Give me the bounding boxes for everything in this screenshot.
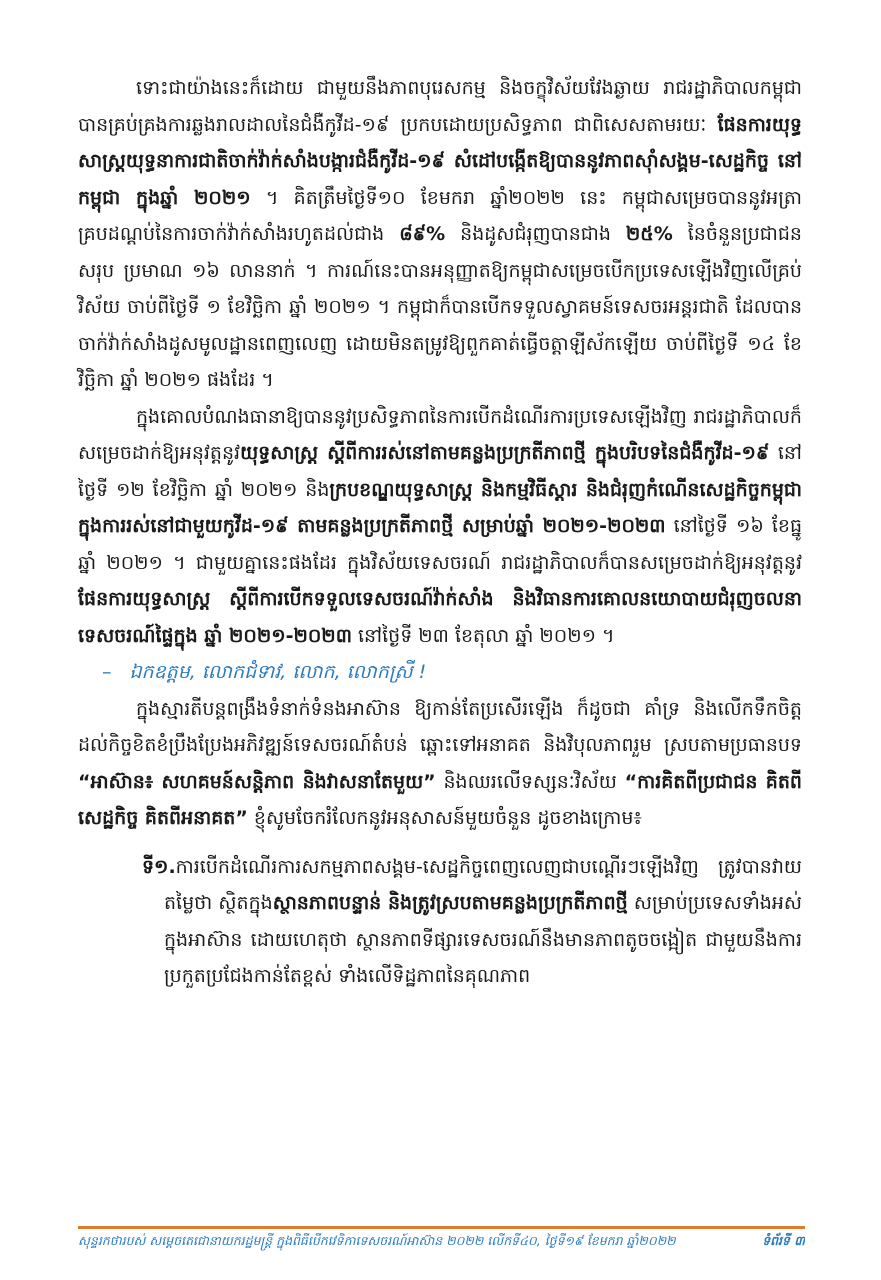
paragraph-2 — [78, 399, 802, 655]
paragraph-3-text-2: និងឈរលើទស្សនៈវិស័យ — [435, 770, 625, 793]
paragraph-1-text-3: និងដូសជំរុញបានជាង — [445, 223, 626, 245]
paragraph-2-text-4: នៅថ្ងៃទី ២៣ ខែតុលា ឆ្នាំ ២០២១ ។ — [351, 624, 615, 647]
point-1-text-2: សម្រាប់ប្រទេសទាំងអស់ ក្នុងអាស៊ាន ដោយហេតុថា ស្ថានភាពទីផ្សារទេសចរណ៍នឹងមានភាពតូចចង្អៀត ជាមួយនឹងការប្រកួតប្រជែងកាន់តែខ្ពស់ ទាំងលើទិដ្ឋភាពនៃគុណភាព — [164, 892, 802, 987]
footer-divider — [78, 1226, 805, 1229]
paragraph-1-text-1: ទោះជាយ៉ាងនេះក៏ដោយ ជាមួយនឹងភាពបុរេសកម្ម និងចក្ខុវិស័យវែងឆ្ងាយ រាជរដ្ឋាភិបាលកម្ពុជាបានគ្រប់គ្រងការឆ្លងរាលដាលនៃជំងឺកូវីដ-១៩ ប្រកបដោយប្រសិទ្ធភាព ជាពិសេសតាមរយៈ — [78, 77, 802, 136]
paragraph-3-bold-1: “អាស៊ាន៖ សហគមន៍សន្តិភាព និងវាសនាតែមួយ” — [78, 770, 436, 793]
greeting-text: ឯកឧត្តម, លោកជំទាវ, លោក, លោកស្រី ! — [129, 661, 427, 683]
paragraph-1-bold-3: ២៥% — [625, 223, 673, 245]
paragraph-3-bold-2: “ការគិតពីប្រជាជន គិតពីសេដ្ឋកិច្ច គិតពីអនាគត” — [78, 770, 802, 829]
paragraph-1 — [78, 70, 802, 399]
paragraph-1-bold-1: ផែនការយុទ្ធសាស្ត្រយុទ្ធនាការជាតិចាក់វ៉ាក់សាំងបង្ការជំងឺកូវីដ-១៩ សំដៅបង្កើតឱ្យបាននូវភាពស៊ាំសង្គម-សេដ្ឋកិច្ច នៅកម្ពុជា ក្នុងឆ្នាំ ២០២១ — [78, 113, 802, 209]
point-1-text-1: ការបើកដំណើរការសកម្មភាពសង្គម-សេដ្ឋកិច្ចពេញលេញជាបណ្តើរៗឡើងវិញ ត្រូវបានវាយតម្លៃថា ស្ថិតក្នុង — [164, 855, 802, 914]
paragraph-1-bold-2: ៨៩% — [399, 223, 446, 245]
paragraph-2-text-3: នៅថ្ងៃទី ១៦ ខែធ្នូ ឆ្នាំ ២០២១ ។ ជាមួយគ្នានេះផងដែរ ក្នុងវិស័យទេសចរណ៍ រាជរដ្ឋាភិបាលក៏បានសម្រេចដាក់ឱ្យអនុវត្តនូវ — [78, 515, 802, 574]
recommendation-point-1 — [78, 849, 802, 995]
point-1-label: ទី១. — [142, 855, 176, 878]
paragraph-2-bold-2: ក្របខណ្ឌយុទ្ធសាស្ត្រ និងកម្មវិធីស្តារ និងជំរុញកំណើនសេដ្ឋកិច្ចកម្ពុជា ក្នុងការរស់នៅជាមួយកូវីដ-១៩ តាមគន្លងប្រក្រតីភាពថ្មី សម្រាប់ឆ្នាំ ២០២១-២០២៣ — [78, 478, 803, 537]
paragraph-1-text-4: នៃចំនួនប្រជាជនសរុប ប្រមាណ ១៦ លាននាក់ ។ ការណ៍នេះបានអនុញ្ញាតឱ្យកម្ពុជាសម្រេចបើកប្រទេសឡើងវិញលើគ្រប់វិស័យ ចាប់ពីថ្ងៃទី ១ ខែវិច្ឆិកា ឆ្នាំ ២០២១ ។ កម្ពុជាក៏បានបើកទទួលស្វាគមន៍ទេសចរអន្តរជាតិ ដែលបានចាក់វ៉ាក់សាំងដូសមូលដ្ឋានពេញលេញ ដោយមិនតម្រូវឱ្យពួកគាត់ធ្វើចត្តាឡីស័កឡើយ ចាប់ពីថ្ងៃទី ១៤ ខែ វិច្ឆិកា ឆ្នាំ ២០២១ ផងដែរ ។ — [78, 223, 802, 391]
paragraph-2-bold-1: យុទ្ធសាស្ត្រ ស្តីពីការរស់នៅតាមគន្លងប្រក្រតីភាពថ្មី ក្នុងបរិបទនៃជំងឺកូវីដ-១៩ — [240, 442, 770, 464]
paragraph-3-text-1: ក្នុងស្មារតីបន្តពង្រឹងទំនាក់ទំនងអាស៊ាន ឱ្យកាន់តែប្រសើរឡើង ក៏ដូចជា គាំទ្រ និងលើកទឹកចិត្តដល់កិច្ចខិតខំប្រឹងប្រែងអភិវឌ្ឍន៍ទេសចរណ៍តំបន់ ឆ្ពោះទៅអនាគត និងវិបុលភាពរួម ស្របតាមប្រធានបទ — [78, 697, 802, 756]
paragraph-2-text-1: ក្នុងគោលបំណងធានាឱ្យបាននូវប្រសិទ្ធភាពនៃការបើកដំណើរការប្រទេសឡើងវិញ រាជរដ្ឋាភិបាលក៏សម្រេចដាក់ឱ្យអនុវត្តនូវ — [78, 405, 802, 464]
paragraph-2-bold-3: ផែនការយុទ្ធសាស្ត្រ ស្តីពីការបើកទទួលទេសចរណ៍វ៉ាក់សាំង និងវិធានការគោលនយោបាយជំរុញចលនាទេសចរណ៍ផ្ទៃក្នុង ឆ្នាំ ២០២១-២០២៣ — [78, 588, 802, 647]
footer-caption: សុន្ទរកថារបស់ សម្តេចតេជោនាយករដ្ឋមន្ត្រី ក្នុងពិធីបើកវេទិកាទេសចរណ៍អាស៊ាន ២០២២ លើកទី៤០, ថ្ងៃទី១៩ ខែមករា ឆ្នាំ២០២២ — [78, 1233, 676, 1248]
page-footer — [78, 1231, 805, 1251]
document-body — [78, 70, 802, 995]
paragraph-3-text-3: ខ្ញុំសូមចែករំលែកនូវអនុសាសន៍មួយចំនួន ដូចខាងក្រោម៖ — [247, 807, 642, 829]
paragraph-1-text-2: ។ គិតត្រឹមថ្ងៃទី១០ ខែមករា ឆ្នាំ២០២២ នេះ កម្ពុជាសម្រេចបាននូវអត្រាគ្របដណ្តប់នៃការចាក់វ៉ាក់សាំងរហូតដល់ជាង — [78, 186, 802, 245]
paragraph-3 — [78, 691, 802, 837]
greeting-dash: – — [102, 661, 112, 683]
paragraph-2-text-2: នៅថ្ងៃទី ១២ ខែវិច្ឆិកា ឆ្នាំ ២០២១ និង — [78, 442, 802, 501]
point-1-bold-1: ស្ថានភាពបន្ទាន់ និងត្រូវស្របតាមគន្លងប្រក្រតីភាពថ្មី — [272, 892, 628, 914]
page-number: ទំព័រទី ៣ — [762, 1233, 805, 1248]
greeting-line — [78, 654, 802, 691]
